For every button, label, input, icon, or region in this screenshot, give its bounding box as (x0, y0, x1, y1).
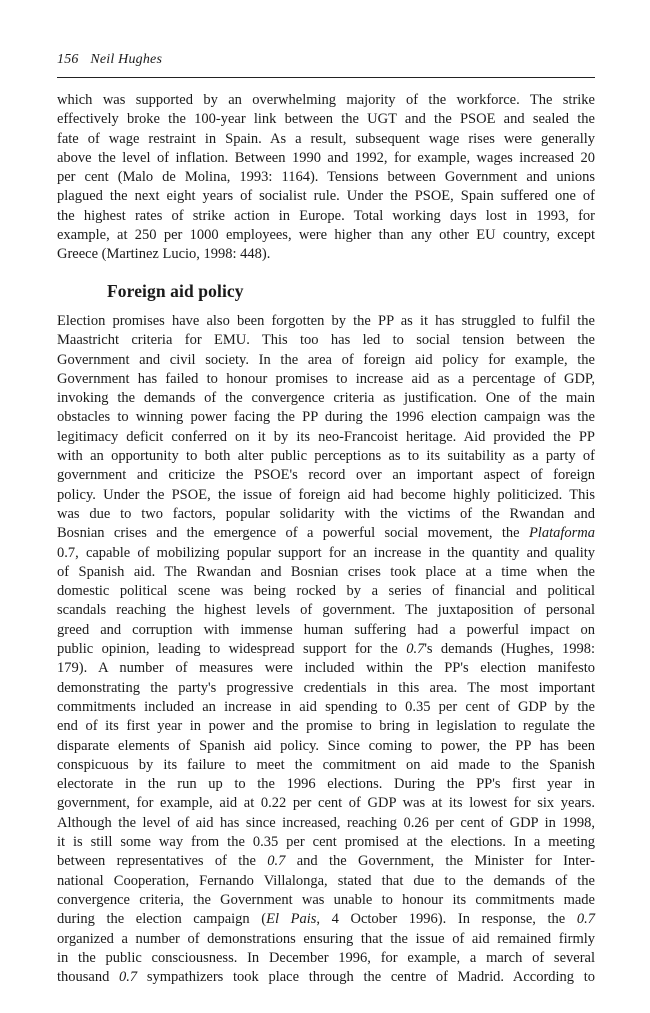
text-fragment: 0.7, capable of mobilizing popular support for an increase in the quantity and quality (57, 544, 595, 561)
italic-term: 0.7 (576, 911, 595, 928)
italic-term: Plataforma (528, 525, 595, 542)
author-name: Neil Hughes (90, 52, 163, 67)
text-line: with an opportunity to both alter public perceptions as to its suitability as a party of (57, 448, 595, 465)
text-line: electorate in the run up to the 1996 elections. During the PP's first year in (57, 776, 595, 793)
text-line: of Spanish aid. The Rwandan and Bosnian crises took place at a time when the (57, 563, 595, 580)
italic-term: 0.7 (267, 853, 286, 870)
text-line: fate of wage restraint in Spain. As a result, subsequent wage rises were generally (57, 130, 595, 147)
text-line: greed and corruption with immense human suffering had a powerful impact on (57, 621, 595, 638)
text-line: Government has failed to honour promises to increase aid as a percentage of GDP, (57, 370, 595, 387)
text-line: convergence criteria, the Government was unable to honour its commitments made (57, 891, 595, 908)
text-line: obstacles to winning power facing the PP during the 1996 election campaign was the (57, 409, 595, 426)
paragraph-strike (57, 91, 595, 265)
text-line: was due to two factors, popular solidarity with the victims of the Rwandan and (57, 505, 595, 522)
text-line: 179). A number of measures were included within the PP's election manifesto (57, 660, 595, 677)
text-line: Government and civil society. In the area of foreign aid policy for example, the (57, 351, 595, 368)
text-line (57, 544, 595, 563)
text-fragment: Bosnian crises and the emergence of a powerful social movement, the (57, 525, 529, 542)
text-line: above the level of inflation. Between 1990 and 1992, for example, wages increased 20 (57, 149, 595, 166)
text-line: Maastricht criteria for EMU. This too has led to social tension between the (57, 332, 595, 349)
text-fragment: during the election campaign ( (57, 911, 267, 928)
text-line: which was supported by an overwhelming majority of the workforce. The strike (57, 92, 595, 108)
page-number: 156 (57, 52, 79, 67)
text-line: commitments included an increase in aid spending to 0.35 per cent of GDP by the (57, 698, 595, 715)
text-line: disparate elements of Spanish aid policy. Since coming to power, the PP has been (57, 737, 595, 754)
text-line (57, 968, 595, 987)
italic-term: 0.7 (119, 969, 138, 986)
text-line: organized a number of demonstrations ensuring that the issue of aid remained firmly (57, 930, 595, 947)
text-line: government, for example, aid at 0.22 per cent of GDP was at its lowest for six years. (57, 795, 595, 812)
text-fragment: thousand (57, 969, 120, 986)
text-line: domestic political scene was being rocked by a series of financial and political (57, 583, 595, 600)
running-head (57, 52, 162, 68)
text-line: national Cooperation, Fernando Villalonga, stated that due to the demands of the (57, 872, 595, 889)
header-rule (57, 77, 595, 78)
text-line (57, 524, 595, 543)
text-line: plagued the next eight years of socialist rule. Under the PSOE, Spain suffered one of (57, 188, 595, 205)
italic-term: 0.7 (406, 641, 425, 658)
text-line: scandals reaching the highest levels of government. The juxtaposition of personal (57, 602, 595, 619)
section-heading: Foreign aid policy (107, 281, 244, 301)
text-line: in the public consciousness. In December 1996, for example, a march of several (57, 949, 595, 966)
text-line: legitimacy deficit conferred on it by its neo-Francoist heritage. Aid provided the PP (57, 428, 595, 445)
text-line: conspicuous by its failure to meet the commitment on aid made to the Spanish (57, 756, 595, 773)
text-fragment: public opinion, leading to widespread support for the (57, 641, 407, 658)
text-line: effectively broke the 100-year link between the UGT and the PSOE and sealed the (57, 111, 595, 128)
text-line: policy. Under the PSOE, the issue of foreign aid had become highly politicized. This (57, 486, 595, 503)
text-line: government and criticize the PSOE's record over an important aspect of foreign (57, 467, 595, 484)
text-line: Election promises have also been forgotten by the PP as it has struggled to fulfil the (57, 313, 595, 329)
text-line (57, 852, 595, 871)
text-fragment: , 4 October 1996). In response, the (316, 911, 577, 928)
paragraph-foreign-aid (57, 312, 595, 987)
text-line: the highest rates of strike action in Europe. Total working days lost in 1993, for (57, 207, 595, 224)
text-line: example, at 250 per 1000 employees, were higher than any other EU country, except (57, 227, 595, 244)
text-fragment: 's demands (Hughes, 1998: (424, 641, 595, 658)
text-line: end of its first year in power and the promise to bring in legislation to regulate the (57, 718, 595, 735)
italic-term: El Pais (266, 911, 317, 928)
text-line (57, 640, 595, 659)
text-fragment: sympathizers took place through the centre of Madrid. According to (137, 969, 595, 986)
text-fragment: and the Government, the Minister for Inter- (285, 853, 596, 870)
text-line: Although the level of aid has since increased, reaching 0.26 per cent of GDP in 1998, (57, 814, 595, 831)
text-line: it is still some way from the 0.35 per cent promised at the elections. In a meeting (57, 834, 595, 851)
text-fragment: between representatives of the (57, 853, 268, 870)
text-line: Greece (Martinez Lucio, 1998: 448). (57, 246, 271, 263)
text-line: demonstrating the party's progressive credentials in this area. The most important (57, 679, 595, 696)
text-line: invoking the demands of the convergence criteria as justification. One of the main (57, 390, 595, 407)
text-line (57, 910, 595, 929)
text-line: per cent (Malo de Molina, 1993: 1164). Tensions between Government and unions (57, 169, 595, 186)
